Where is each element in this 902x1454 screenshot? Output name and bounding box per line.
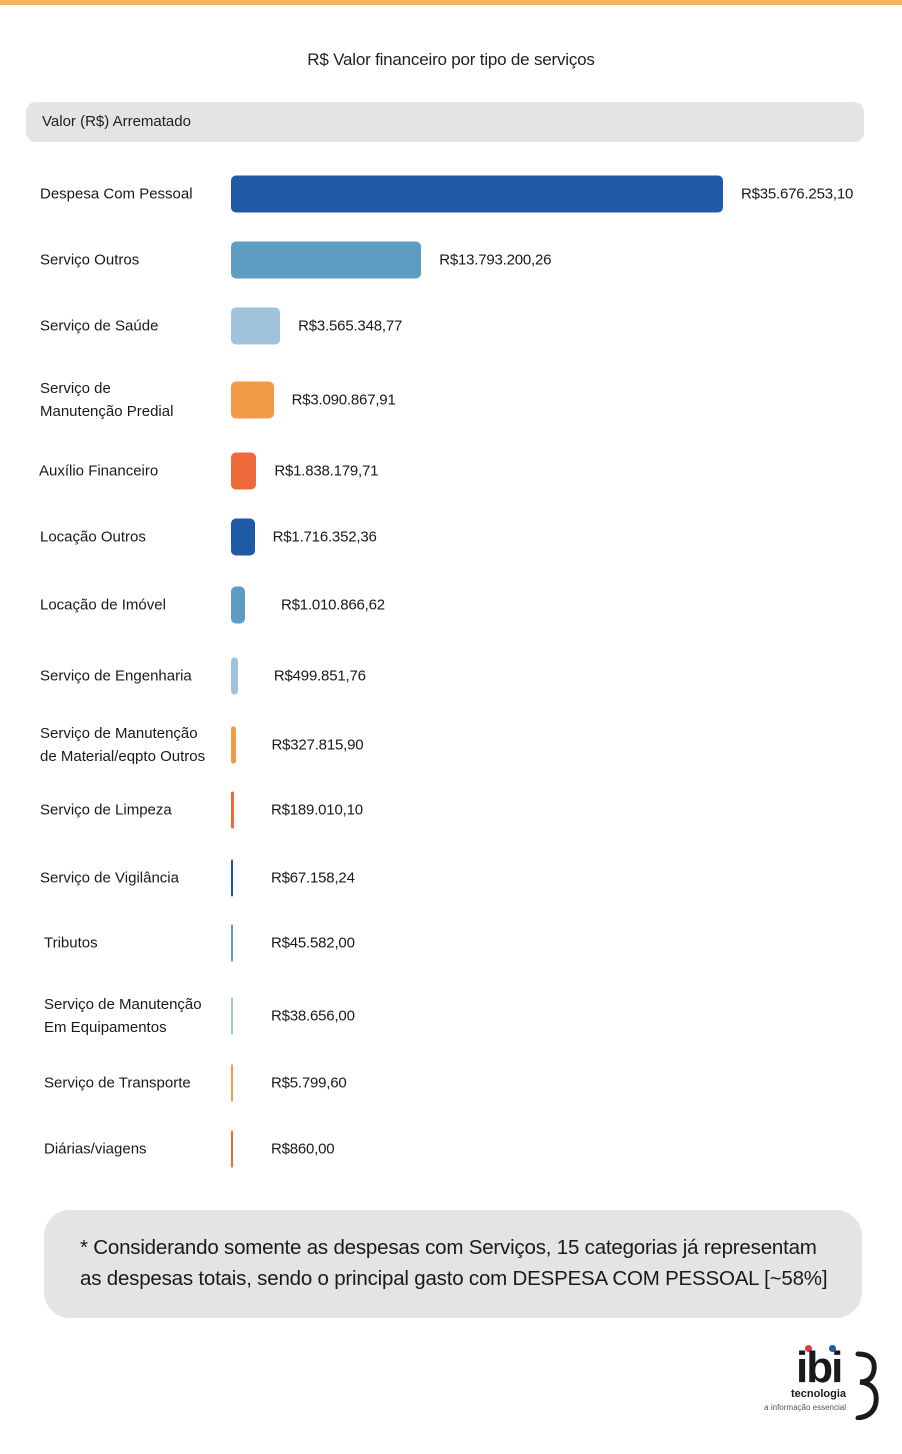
value-label: R$3.090.867,91 bbox=[291, 391, 396, 409]
logo-tagline: a informação essencial bbox=[764, 1403, 846, 1412]
value-label: R$38.656,00 bbox=[271, 1007, 355, 1025]
value-label: R$3.565.348,77 bbox=[298, 317, 403, 335]
bar bbox=[231, 519, 255, 556]
value-label: R$67.158,24 bbox=[271, 869, 355, 887]
category-label-line: Auxílio Financeiro bbox=[39, 462, 159, 480]
category-label bbox=[40, 867, 220, 890]
category-label bbox=[40, 722, 220, 768]
category-label-line: Tributos bbox=[44, 934, 98, 952]
value-label: R$35.676.253,10 bbox=[741, 185, 854, 203]
category-label-line: Serviço de Saúde bbox=[40, 317, 159, 335]
category-label-line: Locação de Imóvel bbox=[40, 596, 166, 614]
category-label-line: Serviço de bbox=[40, 380, 111, 397]
value-label: R$1.716.352,36 bbox=[272, 528, 377, 546]
value-label: R$499.851,76 bbox=[273, 667, 366, 685]
bar bbox=[231, 860, 233, 897]
category-label-line: Diárias/viagens bbox=[44, 1140, 147, 1158]
series-header-label: Valor (R$) Arrematado bbox=[42, 113, 191, 130]
top-accent-line bbox=[0, 0, 902, 5]
category-label-line: Despesa Com Pessoal bbox=[40, 185, 193, 203]
logo-arc-icon bbox=[852, 1350, 882, 1420]
category-label-line: Serviço de Transporte bbox=[44, 1074, 191, 1092]
category-label bbox=[40, 183, 220, 206]
category-label-line: de Material/eqpto Outros bbox=[40, 748, 206, 765]
chart-title: R$ Valor financeiro por tipo de serviços bbox=[307, 50, 595, 69]
logo-wordmark: ibi bbox=[796, 1343, 842, 1392]
category-label bbox=[39, 460, 219, 483]
category-label bbox=[44, 993, 224, 1039]
category-label-line: Serviço de Limpeza bbox=[40, 801, 172, 819]
category-label-line: Serviço de Vigilância bbox=[40, 869, 179, 887]
category-label-line: Em Equipamentos bbox=[44, 1019, 167, 1036]
logo-subtitle: tecnologia bbox=[790, 1388, 846, 1400]
category-label-line: Manutenção Predial bbox=[40, 403, 174, 420]
bar bbox=[231, 242, 421, 279]
category-label bbox=[40, 594, 220, 617]
bar bbox=[231, 998, 233, 1035]
value-label: R$1.010.866,62 bbox=[280, 596, 385, 614]
category-label bbox=[40, 665, 220, 688]
value-label: R$860,00 bbox=[271, 1140, 335, 1158]
bar bbox=[231, 1065, 233, 1102]
value-label: R$327.815,90 bbox=[271, 736, 364, 754]
bar bbox=[231, 1131, 233, 1168]
company-logo bbox=[752, 1343, 882, 1426]
bar bbox=[231, 308, 280, 345]
category-label-line: Serviço de Manutenção bbox=[40, 725, 198, 742]
bar bbox=[231, 727, 236, 764]
category-label bbox=[40, 526, 220, 549]
category-label-line: Serviço de Engenharia bbox=[40, 667, 192, 685]
value-label: R$5.799,60 bbox=[271, 1074, 347, 1092]
value-label: R$1.838.179,71 bbox=[274, 462, 379, 480]
bar bbox=[231, 382, 274, 419]
category-label-line: Serviço de Manutenção bbox=[44, 996, 202, 1013]
category-label bbox=[40, 249, 220, 272]
category-label bbox=[40, 315, 220, 338]
bar-chart bbox=[0, 160, 902, 1180]
series-header bbox=[26, 102, 864, 142]
value-label: R$189.010,10 bbox=[271, 801, 363, 819]
bar bbox=[231, 453, 256, 490]
category-label bbox=[44, 1072, 224, 1095]
category-label bbox=[40, 799, 220, 822]
bar bbox=[231, 792, 234, 829]
bar bbox=[231, 587, 245, 624]
category-label bbox=[44, 1138, 224, 1161]
value-label: R$13.793.200,26 bbox=[439, 251, 552, 269]
category-label-line: Locação Outros bbox=[40, 528, 146, 546]
bar bbox=[231, 658, 238, 695]
value-label: R$45.582,00 bbox=[271, 934, 355, 952]
bar bbox=[231, 925, 233, 962]
category-label bbox=[44, 932, 224, 955]
summary-note: * Considerando somente as despesas com Serviços, 15 categorias já representam as despesas totais, sendo o principal gasto com DESPESA COM PESSOAL [~58%] bbox=[44, 1210, 862, 1318]
bar bbox=[231, 176, 723, 213]
category-label bbox=[40, 377, 220, 423]
category-label-line: Serviço Outros bbox=[40, 251, 140, 269]
